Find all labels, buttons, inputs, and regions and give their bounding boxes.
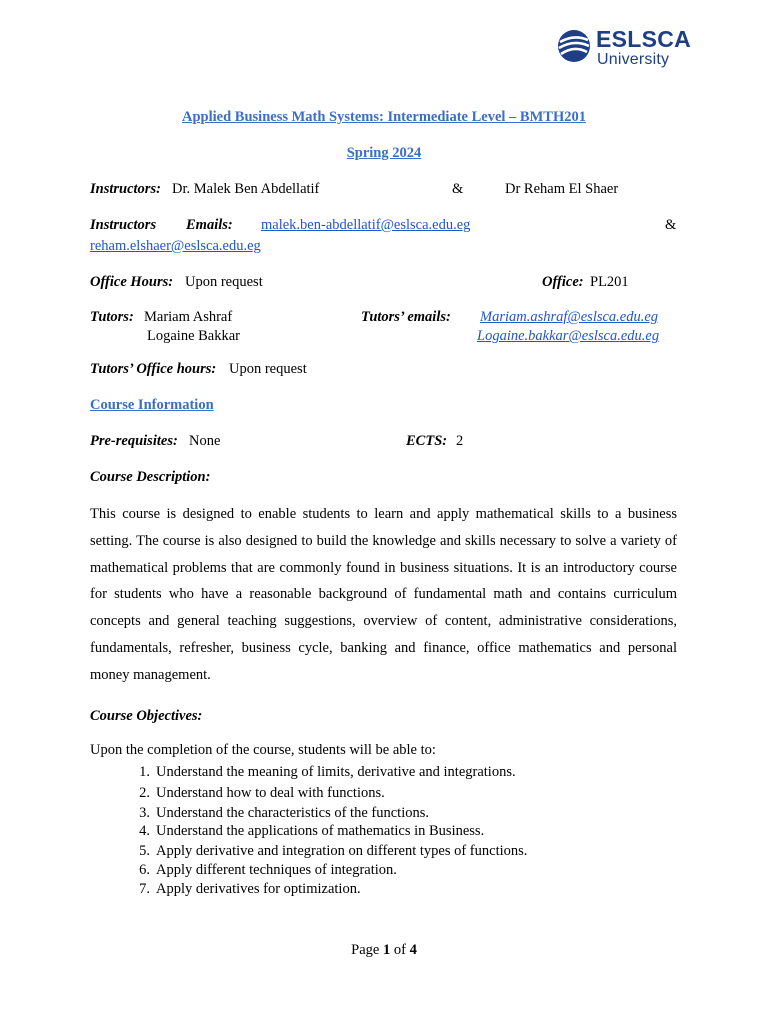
office-value: PL201 [590, 274, 629, 290]
tutors-office-hours-label: Tutors’ Office hours: [90, 361, 217, 377]
course-title[interactable]: Applied Business Math Systems: Intermediate Level – BMTH201 [182, 109, 586, 125]
objective-item [126, 785, 385, 802]
instructors-ampersand: & [452, 181, 464, 197]
course-description-label: Course Description: [90, 469, 211, 485]
tutor-1-email-link[interactable]: Mariam.ashraf@eslsca.edu.eg [480, 309, 659, 325]
course-information-heading[interactable]: Course Information [90, 397, 214, 413]
objective-item [126, 881, 361, 898]
eslsca-logo [556, 26, 692, 70]
emails-ampersand: & [665, 217, 677, 233]
tutor-2-name: Logaine Bakkar [147, 328, 241, 344]
emails-label-2: Emails: [186, 217, 233, 233]
objective-number: 5. [139, 843, 150, 859]
objective-item [126, 764, 516, 781]
objective-number: 4. [139, 823, 150, 839]
objective-number: 1. [139, 764, 150, 780]
objective-item [126, 843, 527, 860]
instructor-2-name: Dr Reham El Shaer [505, 181, 619, 197]
tutors-office-hours-value: Upon request [229, 361, 307, 377]
objective-text: Understand the meaning of limits, derivative and integrations. [156, 764, 516, 780]
office-hours-label: Office Hours: [90, 274, 174, 290]
ects-label: ECTS: [406, 433, 448, 449]
tutors-label: Tutors: [90, 309, 134, 325]
instructors-label: Instructors: [90, 181, 161, 197]
prerequisites-label: Pre-requisites: [90, 433, 178, 449]
total-pages-number: 4 [409, 942, 417, 958]
logo-brand-text: ESLSCA [596, 26, 692, 52]
office-label: Office: [542, 274, 584, 290]
course-title-row [0, 109, 768, 126]
instructor-2-email-link[interactable]: reham.elshaer@eslsca.edu.eg [90, 238, 261, 254]
objective-number: 2. [139, 785, 150, 801]
objective-text: Understand how to deal with functions. [156, 785, 385, 801]
ects-value: 2 [456, 433, 464, 449]
objective-text: Apply different techniques of integration. [156, 862, 397, 878]
objective-item [126, 805, 429, 822]
objective-text: Apply derivative and integration on different types of functions. [156, 843, 528, 859]
prerequisites-value: None [189, 433, 221, 449]
objective-item [126, 823, 484, 840]
objective-text: Understand the characteristics of the functions. [156, 805, 429, 821]
term-title[interactable]: Spring 2024 [346, 145, 422, 161]
of-word: of [393, 942, 406, 958]
tutor-2-email-link[interactable]: Logaine.bakkar@eslsca.edu.eg [477, 328, 660, 344]
objective-item [126, 862, 397, 879]
objective-number: 7. [139, 881, 150, 897]
term-row [0, 145, 768, 162]
course-objectives-label: Course Objectives: [90, 708, 203, 724]
objective-text: Understand the applications of mathematics in Business. [156, 823, 485, 839]
instructor-1-email-link[interactable]: malek.ben-abdellatif@eslsca.edu.eg [261, 217, 471, 233]
tutors-emails-label: Tutors’ emails: [361, 309, 451, 325]
course-description-text: This course is designed to enable students to learn and apply mathematical skills to a business setting. The course is also designed to build the knowledge and skills necessary to solve a variety of mathematical problems that are commonly found in business situations. It is an introductory course for students who have a reasonable background of fundamental math and contains curriculum concepts and general teaching suggestions, overview of content, administrative considerations, fundamentals, refresher, business cycle, banking and finance, office mathematics and personal money management. [90, 506, 677, 683]
objective-text: Apply derivatives for optimization. [156, 881, 361, 897]
objective-number: 6. [139, 862, 150, 878]
logo-mark-icon [556, 28, 592, 64]
instructor-1-name: Dr. Malek Ben Abdellatif [172, 181, 320, 197]
office-hours-value: Upon request [185, 274, 263, 290]
page-footer [0, 942, 768, 959]
current-page-number: 1 [382, 942, 391, 958]
emails-label-1: Instructors [90, 217, 157, 233]
logo-sub-text: University [597, 51, 670, 68]
tutor-1-name: Mariam Ashraf [144, 309, 233, 325]
objective-number: 3. [139, 805, 150, 821]
page-word: Page [351, 942, 380, 958]
objectives-intro: Upon the completion of the course, students will be able to: [90, 742, 436, 758]
